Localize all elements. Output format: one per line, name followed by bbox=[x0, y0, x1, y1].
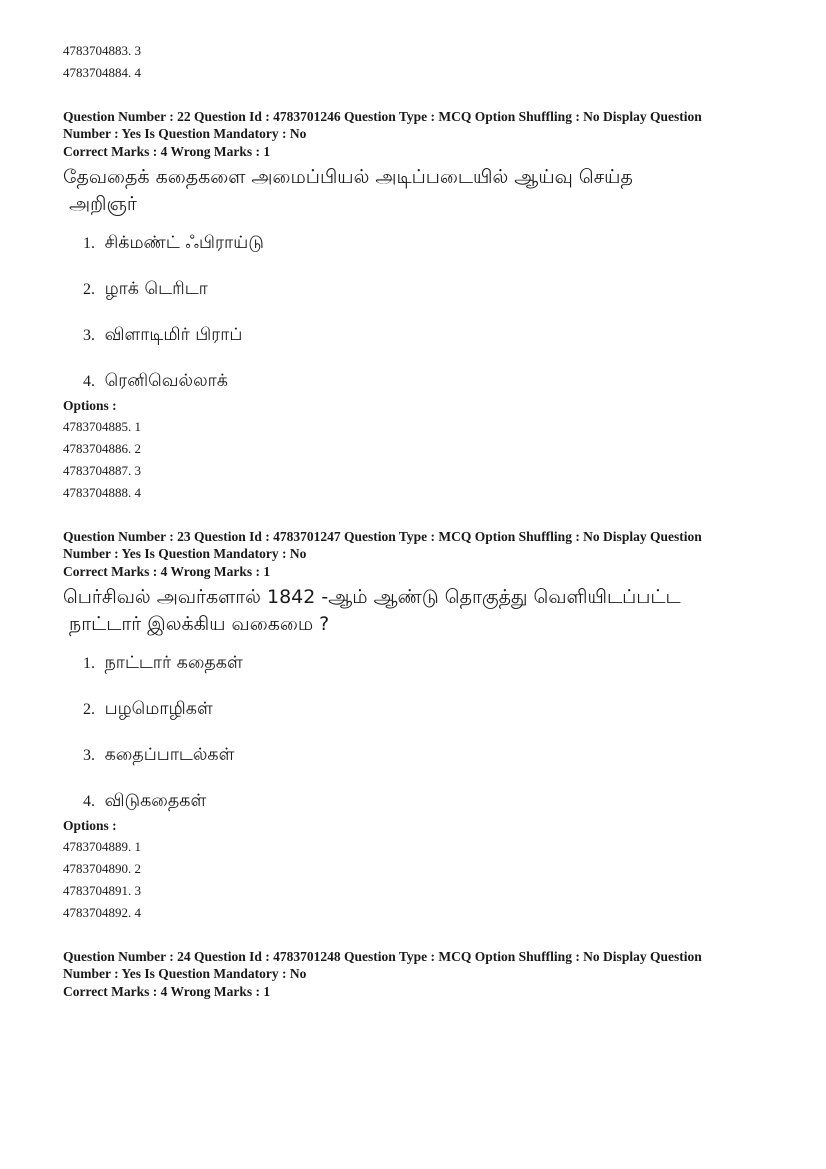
choice-number: 4. bbox=[83, 793, 95, 810]
choice-number: 2. bbox=[83, 281, 95, 298]
answer-choice bbox=[63, 648, 783, 694]
answer-choice bbox=[63, 694, 783, 740]
choice-number: 1. bbox=[83, 655, 95, 672]
question-block-22 bbox=[63, 108, 783, 504]
answer-choice bbox=[63, 228, 783, 274]
choice-text: விளாடிமிர் பிராப் bbox=[104, 325, 243, 345]
question-block-24 bbox=[63, 948, 783, 1002]
choice-text: ரெனிவெல்லாக் bbox=[104, 371, 228, 391]
options-label: Options : bbox=[63, 818, 117, 833]
option-id-line: 4783704887. 3 bbox=[63, 463, 141, 478]
question-meta-line: Question Number : 22 Question Id : 4783701246 Question Type : MCQ Option Shuffling : No Display Question bbox=[63, 109, 702, 124]
option-id-line: 4783704886. 2 bbox=[63, 441, 141, 456]
question-text bbox=[63, 164, 783, 218]
answer-choice bbox=[63, 740, 783, 786]
question-text-line: அறிஞர் bbox=[69, 193, 137, 215]
answer-choice bbox=[63, 274, 783, 320]
question-meta-line: Number : Yes Is Question Mandatory : No bbox=[63, 126, 307, 141]
choice-text: சிக்மண்ட் ஃபிராய்டு bbox=[104, 233, 264, 253]
question-text-line: தேவதைக் கதைகளை அமைப்பியல் அடிப்படையில் ஆய்வு செய்த bbox=[63, 166, 633, 188]
question-meta-line: Number : Yes Is Question Mandatory : No bbox=[63, 546, 307, 561]
question-block-23 bbox=[63, 528, 783, 924]
answer-choice bbox=[63, 320, 783, 366]
question-text-line: பெர்சிவல் அவர்களால் 1842 -ஆம் ஆண்டு தொகுத்து வெளியிடப்பட்ட bbox=[63, 586, 681, 608]
marks-line: Correct Marks : 4 Wrong Marks : 1 bbox=[63, 984, 271, 999]
question-meta-line: Question Number : 24 Question Id : 4783701248 Question Type : MCQ Option Shuffling : No Display Question bbox=[63, 949, 702, 964]
question-meta-line: Number : Yes Is Question Mandatory : No bbox=[63, 966, 307, 981]
option-id-line: 4783704892. 4 bbox=[63, 905, 141, 920]
choice-text: நாட்டார் கதைகள் bbox=[104, 653, 243, 673]
choice-number: 3. bbox=[83, 747, 95, 764]
question-text-line: நாட்டார் இலக்கிய வகைமை ? bbox=[69, 613, 330, 635]
question-text bbox=[63, 584, 783, 638]
choice-text: விடுகதைகள் bbox=[104, 791, 207, 811]
option-id-line: 4783704883. 3 bbox=[63, 43, 141, 58]
choice-number: 3. bbox=[83, 327, 95, 344]
marks-line: Correct Marks : 4 Wrong Marks : 1 bbox=[63, 564, 271, 579]
question-meta-line: Question Number : 23 Question Id : 4783701247 Question Type : MCQ Option Shuffling : No Display Question bbox=[63, 529, 702, 544]
choice-text: பழமொழிகள் bbox=[104, 699, 213, 719]
option-id-line: 4783704884. 4 bbox=[63, 65, 141, 80]
answer-choices bbox=[63, 648, 783, 832]
choice-text: ழாக் டெரிடா bbox=[104, 279, 208, 299]
choice-number: 1. bbox=[83, 235, 95, 252]
option-id-line: 4783704888. 4 bbox=[63, 485, 141, 500]
option-id-line: 4783704889. 1 bbox=[63, 839, 141, 854]
options-label: Options : bbox=[63, 398, 117, 413]
document-page bbox=[63, 40, 783, 1002]
choice-number: 4. bbox=[83, 373, 95, 390]
option-id-line: 4783704885. 1 bbox=[63, 419, 141, 434]
option-id-line: 4783704890. 2 bbox=[63, 861, 141, 876]
marks-line: Correct Marks : 4 Wrong Marks : 1 bbox=[63, 144, 271, 159]
choice-text: கதைப்பாடல்கள் bbox=[104, 745, 235, 765]
choice-number: 2. bbox=[83, 701, 95, 718]
option-id-line: 4783704891. 3 bbox=[63, 883, 141, 898]
answer-choices bbox=[63, 228, 783, 412]
